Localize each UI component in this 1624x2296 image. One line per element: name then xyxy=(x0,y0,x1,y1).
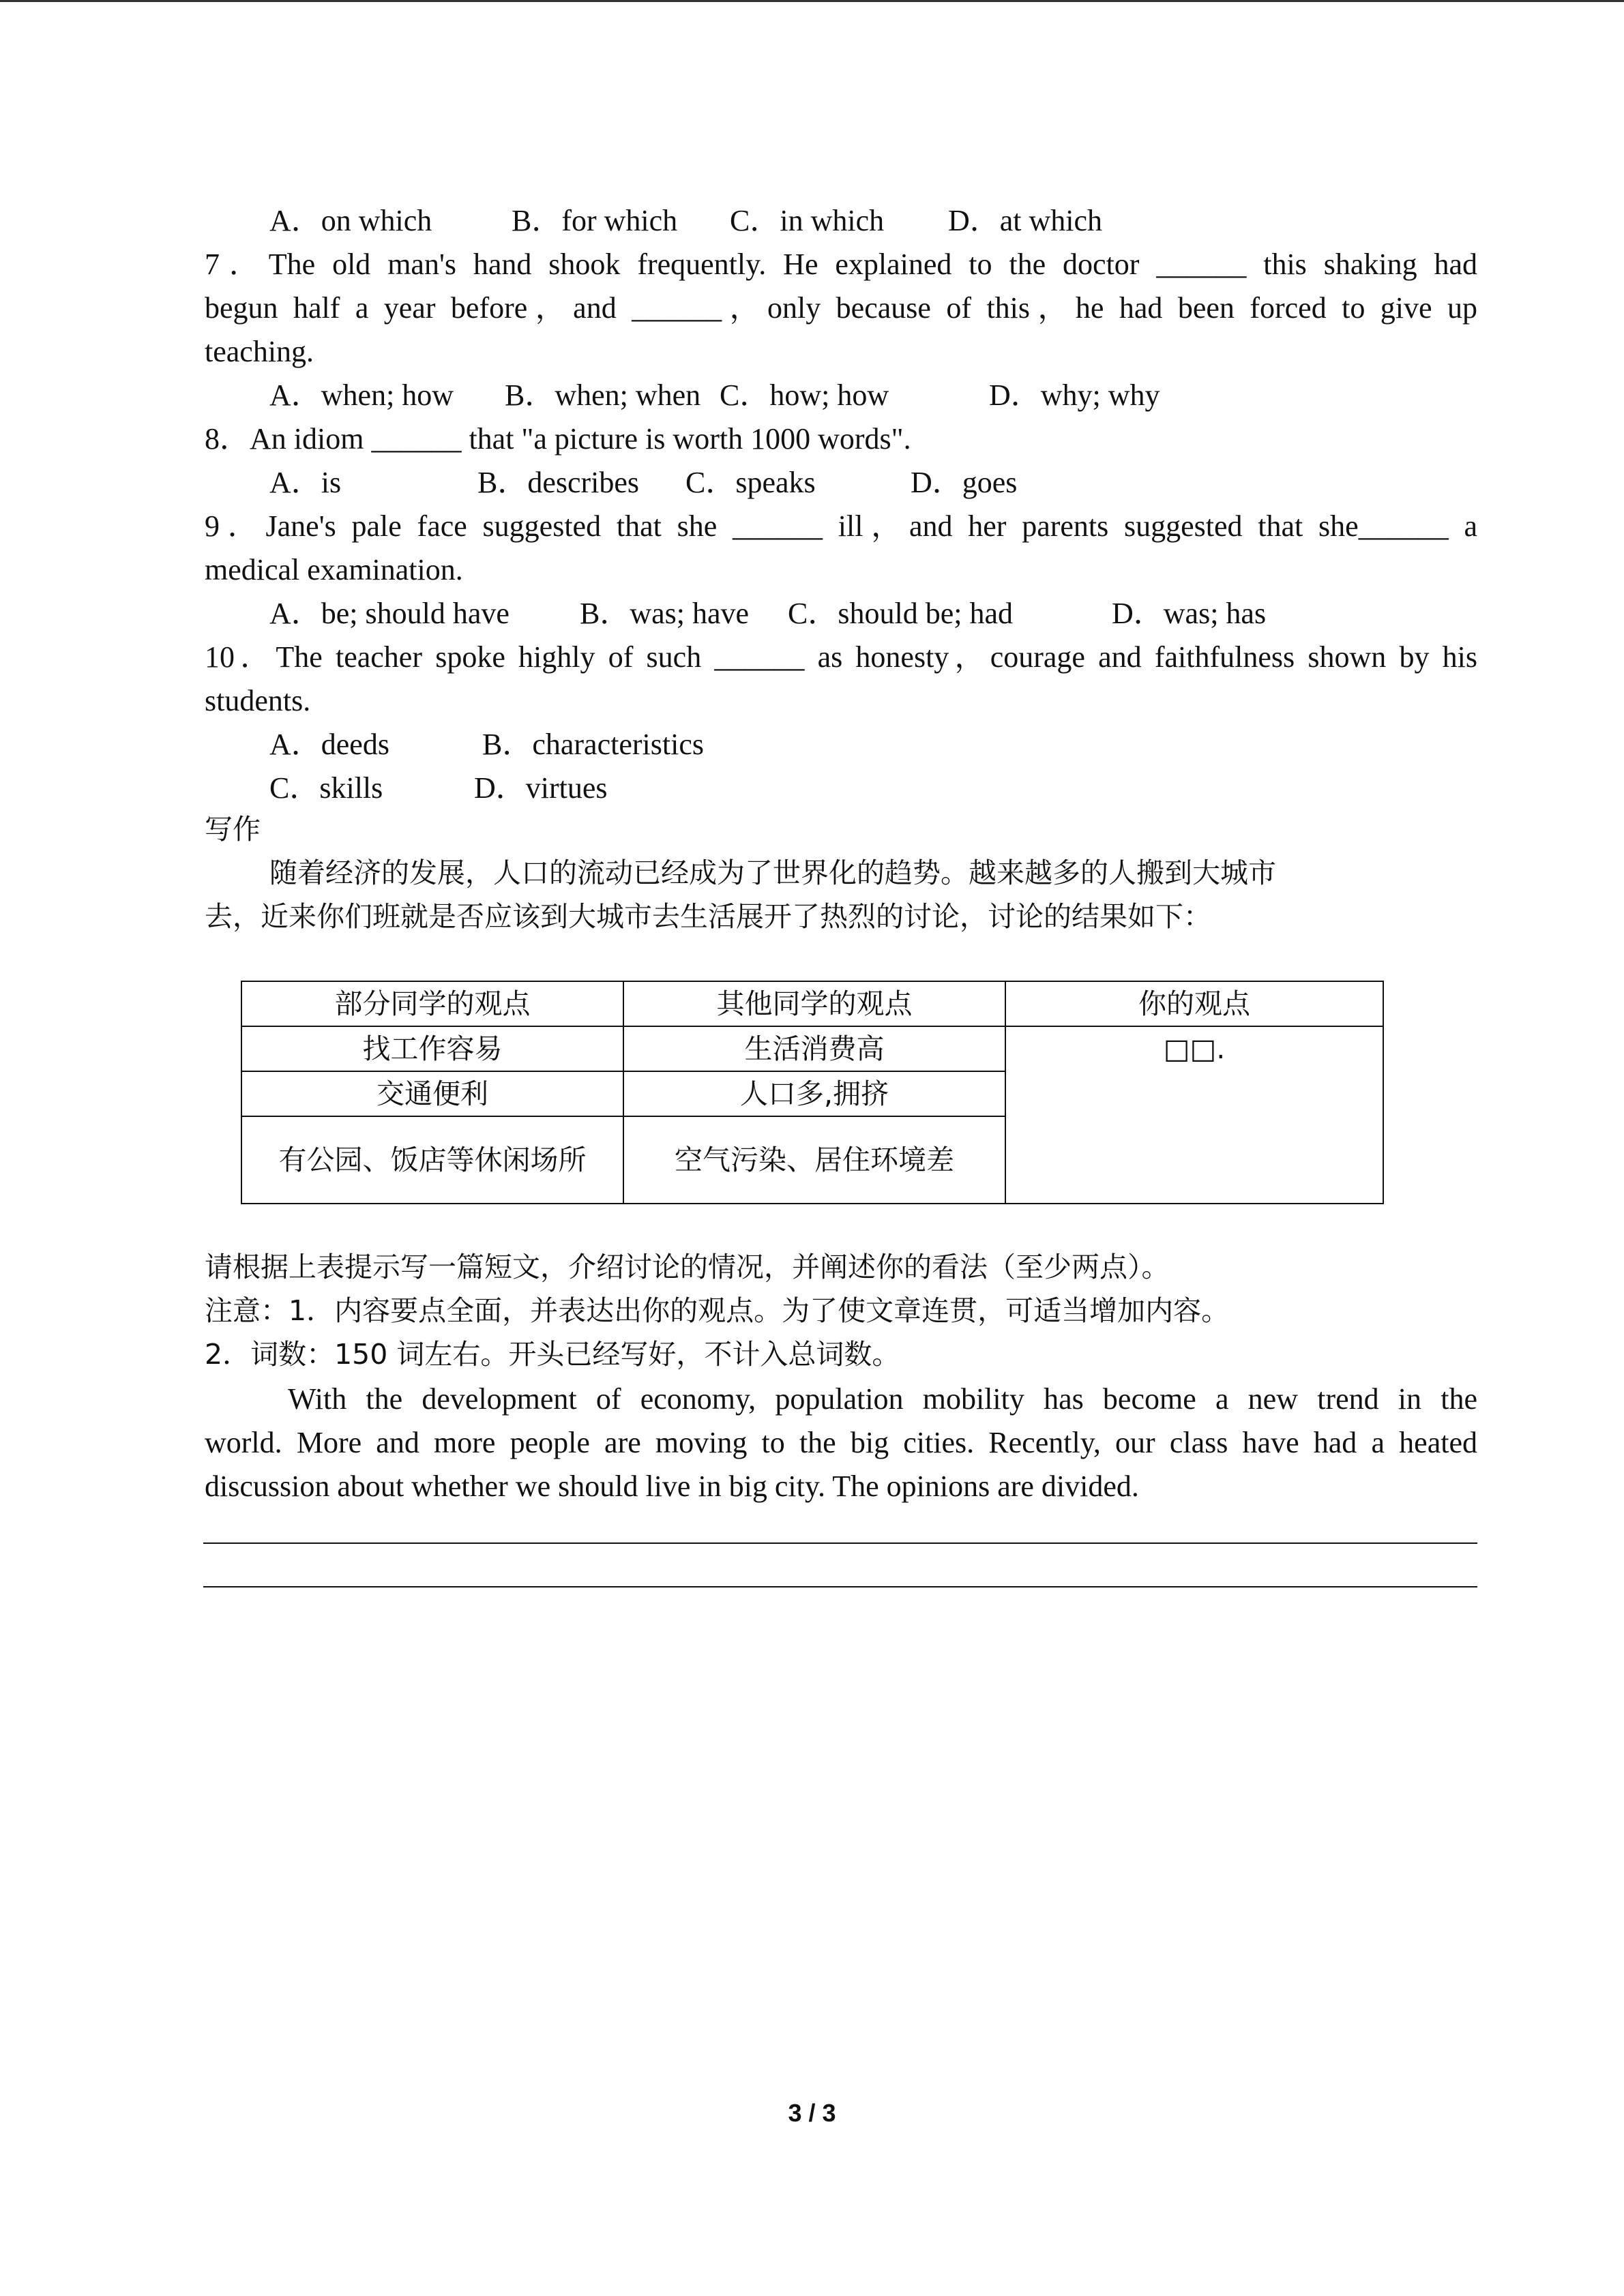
q7-option-d: D．why; why xyxy=(989,378,1160,412)
your-view-cell: □□. xyxy=(1005,1026,1383,1204)
q8-option-a: A．is xyxy=(269,466,342,499)
header-some-students: 部分同学的观点 xyxy=(241,981,623,1026)
q10-option-d: D．virtues xyxy=(474,771,608,805)
q6-option-a: A．on which xyxy=(269,204,432,237)
table-cell: 有公园、饭店等休闲场所 xyxy=(241,1116,623,1204)
writing-heading: 写作 xyxy=(205,813,261,846)
q8-option-c: C．speaks xyxy=(685,466,816,499)
q7-options xyxy=(269,374,1477,417)
table-row xyxy=(241,1026,1383,1071)
q6-option-d: D．at which xyxy=(948,204,1103,237)
answer-line xyxy=(203,1542,1477,1544)
page-top-border xyxy=(0,0,1624,2)
table-cell: 交通便利 xyxy=(241,1071,623,1116)
table-cell: 空气污染、居住环境差 xyxy=(623,1116,1005,1204)
q7-stem-line2: begun half a year before，and ______，only because of this，he had been forced to give up xyxy=(205,291,1477,325)
starter-line3: discussion about whether we should live in big city. The opinions are divided. xyxy=(205,1470,1139,1503)
q6-option-b: B．for which xyxy=(512,204,678,237)
writing-intro-line2: 去，近来你们班就是否应该到大城市去生活展开了热烈的讨论，讨论的结果如下： xyxy=(205,900,1211,933)
header-your-view: 你的观点 xyxy=(1005,981,1383,1026)
header-other-students: 其他同学的观点 xyxy=(623,981,1005,1026)
q7-stem-line1: 7．The old man's hand shook frequently. He explained to the doctor ______ this shaking had xyxy=(205,248,1477,281)
q7-option-c: C．how; how xyxy=(720,378,889,412)
q10-option-b: B．characteristics xyxy=(482,728,704,761)
q9-stem-line2: medical examination. xyxy=(205,553,463,586)
page-number: 3 / 3 xyxy=(788,2099,836,2127)
q10-stem-line1: 10．The teacher spoke highly of such ______ as honesty，courage and faithfulness shown by his xyxy=(205,640,1477,674)
q9-option-b: B．was; have xyxy=(580,597,750,630)
writing-intro-line1: 随着经济的发展，人口的流动已经成为了世界化的趋势。越来越多的人搬到大城市 xyxy=(269,856,1276,889)
q10-option-a: A．deeds xyxy=(269,728,389,761)
starter-line1: With the development of economy, population mobility has become a new trend in the xyxy=(288,1382,1477,1416)
q6-options xyxy=(269,199,1477,243)
q9-option-c: C．should be; had xyxy=(788,597,1013,630)
q8-stem: 8．An idiom ______ that "a picture is worth 1000 words". xyxy=(205,422,911,456)
writing-note-2: 2．词数：150 词左右。开头已经写好，不计入总词数。 xyxy=(205,1338,900,1371)
table-cell: 找工作容易 xyxy=(241,1026,623,1071)
q10-stem-line2: students. xyxy=(205,684,311,717)
q10-option-c: C．skills xyxy=(269,771,383,805)
q8-option-b: B．describes xyxy=(477,466,640,499)
q10-options-row2 xyxy=(269,766,1477,810)
starter-line2: world. More and more people are moving to the big cities. Recently, our class have had a heated xyxy=(205,1426,1477,1459)
q9-option-a: A．be; should have xyxy=(269,597,510,630)
q6-option-c: C．in which xyxy=(730,204,885,237)
q10-options-row1 xyxy=(269,723,1477,766)
opinions-table xyxy=(241,981,1384,1204)
writing-note-1: 注意：1．内容要点全面，并表达出你的观点。为了使文章连贯，可适当增加内容。 xyxy=(205,1294,1230,1327)
table-cell: 人口多,拥挤 xyxy=(623,1071,1005,1116)
q8-option-d: D．goes xyxy=(911,466,1018,499)
q7-stem-line3: teaching. xyxy=(205,335,314,368)
answer-line xyxy=(203,1586,1477,1587)
writing-instruction: 请根据上表提示写一篇短文，介绍讨论的情况，并阐述你的看法（至少两点）。 xyxy=(205,1251,1170,1283)
table-header-row xyxy=(241,981,1383,1026)
table-cell: 生活消费高 xyxy=(623,1026,1005,1071)
q9-stem-line1: 9．Jane's pale face suggested that she ______ ill，and her parents suggested that she______ a xyxy=(205,509,1477,543)
q8-options xyxy=(269,461,1477,505)
q7-option-a: A．when; how xyxy=(269,378,454,412)
q9-options xyxy=(269,592,1477,636)
q9-option-d: D．was; has xyxy=(1112,597,1267,630)
q7-option-b: B．when; when xyxy=(505,378,701,412)
